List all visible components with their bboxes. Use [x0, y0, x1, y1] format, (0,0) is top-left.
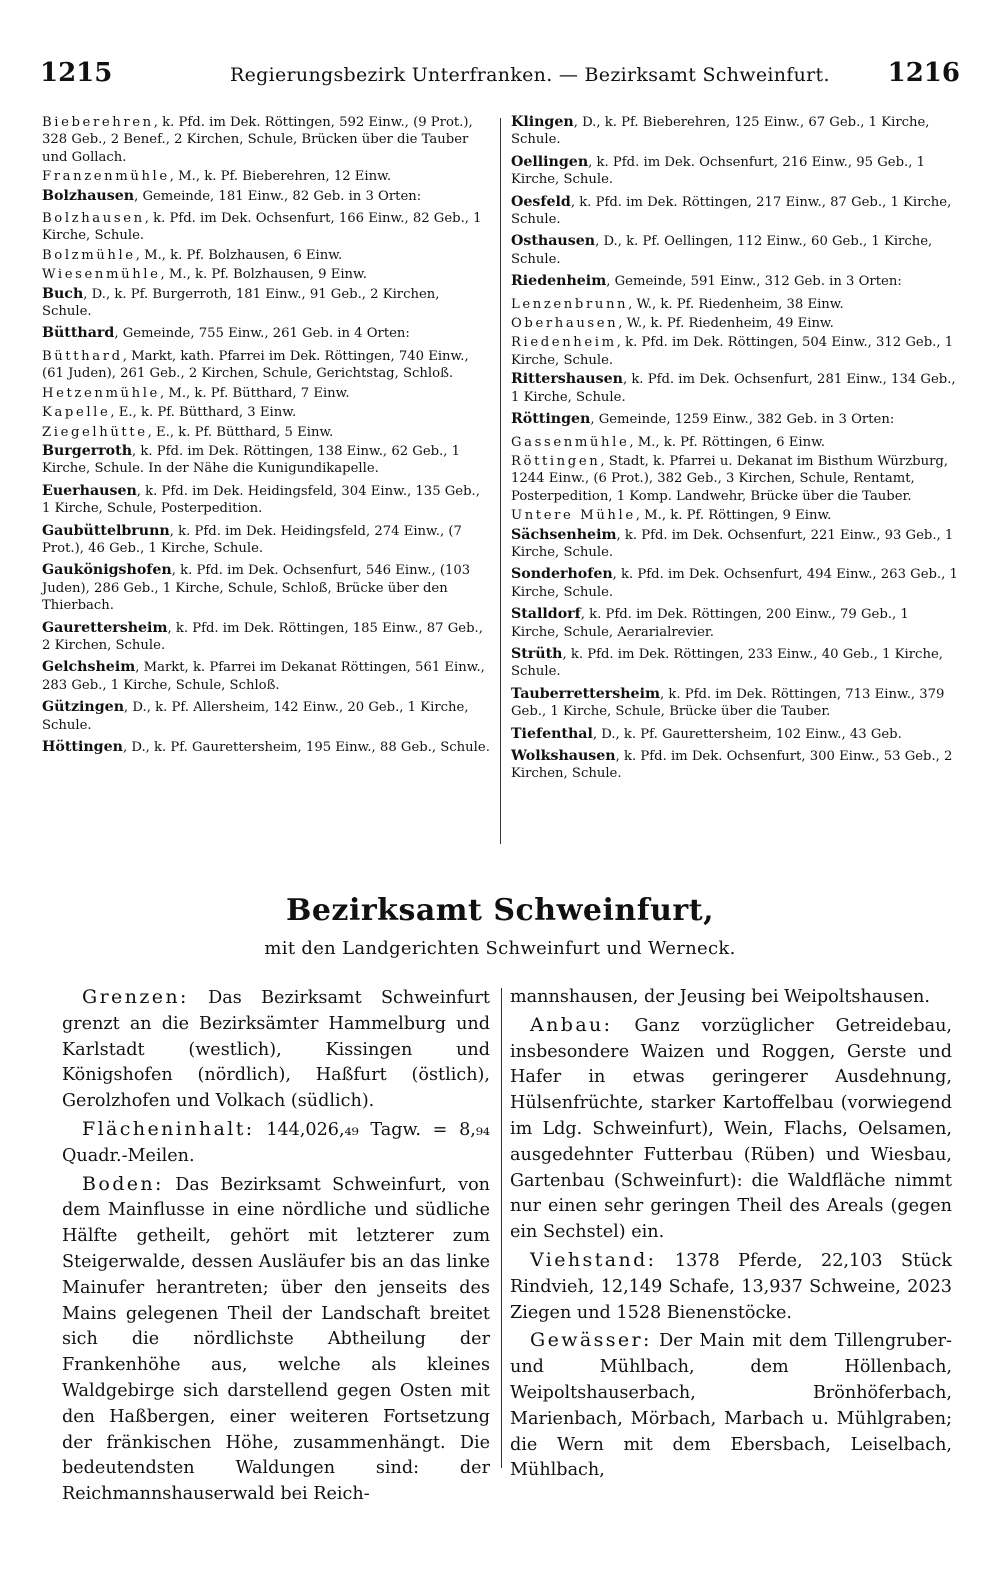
gazetteer-entry — [42, 699, 492, 734]
entry-headword: Riedenheim — [511, 273, 607, 290]
gazetteer-entry — [511, 527, 961, 562]
entry-text: , E., k. Pf. Bütthard, 3 Einw. — [110, 405, 297, 421]
description-paragraph — [510, 1328, 952, 1484]
description-paragraph — [510, 1248, 952, 1326]
gazetteer-entry — [42, 659, 492, 694]
entry-text: , k. Pfd. im Dek. Ochsenfurt, 166 Einw., 82 Geb., 1 Kirche, Schule. — [42, 211, 482, 244]
gazetteer-entry — [511, 507, 961, 524]
description-right-column — [510, 985, 952, 1486]
entry-text: , k. Pfd. im Dek. Röttingen, 138 Einw., 62 Geb., 1 Kirche, Schule. In der Nähe die Kunigundikapelle. — [42, 443, 461, 477]
paragraph-text: Das Bezirksamt Schweinfurt grenzt an die Bezirksämter Hammelburg und Karlstadt (westlich), Kissingen und Königshofen (nördlich), Haßfurt (östlich), Gerolzhofen und Volkach (südlich). — [62, 988, 490, 1112]
entry-headword: Sonderhofen — [511, 566, 613, 583]
entry-text: , D., k. Pf. Gaurettersheim, 195 Einw., 88 Geb., Schule. — [122, 740, 490, 755]
entry-text: , k. Pfd. im Dek. Röttingen, 713 Einw., 379 Geb., 1 Kirche, Schule, Brücke über die Tauber. — [511, 686, 945, 720]
column-divider-bottom — [501, 988, 502, 1468]
gazetteer-entry — [511, 194, 961, 229]
page-header — [40, 58, 960, 94]
entry-text: , W., k. Pf. Riedenheim, 49 Einw. — [618, 316, 834, 332]
paragraph-label: Anbau: — [530, 1013, 613, 1036]
entry-text: , D., k. Pf. Allersheim, 142 Einw., 20 Geb., 1 Kirche, Schule. — [42, 700, 469, 733]
gazetteer-entry — [42, 562, 492, 614]
entry-text: , Markt, k. Pfarrei im Dekanat Röttingen, 561 Einw., 283 Geb., 1 Kirche, Schule, Schloß. — [42, 660, 485, 693]
gazetteer-entry — [42, 114, 492, 166]
gazetteer-entry — [511, 453, 961, 505]
running-title: Regierungsbezirk Unterfranken. — Bezirksamt Schweinfurt. — [230, 64, 830, 86]
entry-text: , M., k. Pf. Bieberehren, 12 Einw. — [169, 169, 392, 185]
entry-text: , k. Pfd. im Dek. Ochsenfurt, 281 Einw., 134 Geb., 1 Kirche, Schule. — [511, 372, 956, 405]
gazetteer-right-column — [511, 114, 961, 788]
entry-headword: Gelchsheim — [42, 659, 136, 676]
entry-headword: Untere Mühle — [511, 508, 636, 524]
gazetteer-entry — [42, 348, 492, 383]
description-paragraph — [62, 1172, 490, 1508]
gazetteer-entry — [42, 739, 492, 756]
entry-text: , Stadt, k. Pfarrei u. Dekanat im Bisthum Würzburg, 1244 Einw., (6 Prot.), 382 Geb., 3 Kirchen, Schule, Rentamt, Posterpedition, 1 Komp. Landwehr, Brücke über die Tauber. — [511, 453, 949, 504]
entry-text: , W., k. Pf. Riedenheim, 38 Einw. — [628, 296, 844, 312]
entry-headword: Burgerroth — [42, 442, 133, 459]
entry-headword: Oberhausen — [511, 316, 619, 332]
entry-headword: Gützingen — [42, 699, 125, 716]
description-paragraph — [510, 1013, 952, 1246]
section-subtitle: mit den Landgerichten Schweinfurt und Werneck. — [264, 938, 736, 959]
paragraph-text: 144,026,₄₉ Tagw. = 8,₉₄ Quadr.-Meilen. — [62, 1119, 490, 1166]
gazetteer-entry — [511, 371, 961, 406]
gazetteer-entry — [42, 210, 492, 245]
entry-text: , Gemeinde, 181 Einw., 82 Geb. in 3 Orten: — [134, 188, 422, 204]
entry-text: , D., k. Pf. Gaurettersheim, 102 Einw., 43 Geb. — [592, 726, 902, 742]
description-columns — [62, 985, 960, 1505]
entry-text: , M., k. Pf. Bütthard, 7 Einw. — [159, 385, 350, 401]
gazetteer-entry — [511, 154, 961, 189]
gazetteer-entry — [42, 266, 492, 283]
entry-headword: Röttingen — [511, 453, 601, 469]
paragraph-label: Grenzen: — [82, 986, 189, 1008]
page-number-right: 1216 — [887, 58, 960, 88]
entry-headword: Bolzhausen — [42, 187, 135, 204]
gazetteer-entry — [42, 168, 492, 185]
entry-text: , k. Pfd. im Dek. Ochsenfurt, 494 Einw., 263 Geb., 1 Kirche, Schule. — [511, 567, 958, 600]
gazetteer-entry — [511, 686, 961, 721]
gazetteer-entry — [511, 748, 961, 783]
entry-text: , k. Pfd. im Dek. Röttingen, 185 Einw., 87 Geb., 2 Kirchen, Schule. — [42, 620, 483, 653]
section-title: Bezirksamt Schweinfurt, — [285, 893, 715, 928]
paragraph-label: Boden: — [82, 1172, 164, 1195]
entry-headword: Oesfeld — [511, 193, 571, 210]
entry-headword: Euerhausen — [42, 482, 137, 499]
entry-text: , k. Pfd. im Dek. Ochsenfurt, 216 Einw., 95 Geb., 1 Kirche, Schule. — [511, 154, 925, 188]
entry-headword: Wolkshausen — [511, 748, 616, 764]
gazetteer-entry — [42, 325, 492, 342]
gazetteer-entry — [42, 483, 492, 518]
entry-headword: Hetzenmühle — [42, 385, 160, 401]
entry-text: , k. Pfd. im Dek. Ochsenfurt, 300 Einw., 53 Geb., 2 Kirchen, Schule. — [511, 749, 953, 782]
entry-headword: Strüth — [511, 645, 563, 662]
entry-text: , D., k. Pf. Bieberehren, 125 Einw., 67 Geb., 1 Kirche, Schule. — [511, 115, 930, 148]
entry-headword: Gaurettersheim — [42, 619, 168, 636]
entry-headword: Osthausen — [511, 233, 596, 250]
column-divider-top — [500, 118, 501, 844]
entry-text: , D., k. Pf. Oellingen, 112 Einw., 60 Geb., 1 Kirche, Schule. — [511, 234, 933, 267]
gazetteer-entry — [511, 411, 961, 428]
entry-headword: Gaukönigshofen — [42, 562, 172, 579]
gazetteer-entry — [511, 273, 961, 290]
gazetteer-columns — [42, 114, 960, 854]
entry-headword: Bolzhausen — [42, 211, 145, 227]
entry-headword: Höttingen — [42, 739, 123, 755]
description-paragraph — [510, 985, 952, 1011]
entry-headword: Ziegelhütte — [42, 424, 148, 440]
gazetteer-entry — [511, 646, 961, 681]
gazetteer-entry — [42, 286, 492, 321]
gazetteer-entry — [511, 233, 961, 268]
entry-text: , D., k. Pf. Burgerroth, 181 Einw., 91 Geb., 2 Kirchen, Schule. — [42, 286, 440, 320]
entry-text: , Markt, kath. Pfarrei im Dek. Röttingen, 740 Einw., (61 Juden), 261 Geb., 2 Kirchen, Schule, Gerichtstag, Schloß. — [42, 348, 469, 382]
paragraph-label: Gewässer: — [530, 1329, 652, 1352]
gazetteer-entry — [511, 315, 961, 332]
entry-headword: Buch — [42, 285, 84, 302]
entry-headword: Wiesenmühle — [42, 267, 161, 283]
entry-text: , M., k. Pf. Röttingen, 6 Einw. — [629, 434, 825, 450]
entry-headword: Lenzenbrunn — [511, 296, 629, 312]
gazetteer-entry — [511, 606, 961, 641]
entry-headword: Bieberehren — [42, 115, 154, 130]
entry-headword: Kapelle — [42, 405, 111, 421]
gazetteer-entry — [511, 114, 961, 149]
gazetteer-entry — [42, 404, 492, 421]
entry-headword: Tauberrettersheim — [511, 685, 660, 702]
entry-text: , M., k. Pf. Bolzhausen, 9 Einw. — [160, 267, 367, 283]
gazetteer-entry — [42, 247, 492, 264]
entry-text: , k. Pfd. im Dek. Heidingsfeld, 304 Einw., 135 Geb., 1 Kirche, Schule, Posterpedition. — [42, 483, 480, 517]
paragraph-text: Ganz vorzüglicher Getreidebau, insbesondere Waizen und Roggen, Gerste und Hafer in etwas geringerer Ausdehnung, Hülsenfrüchte, starker Kartoffelbau (vorwiegend im Ldg. Schweinfurt), Wein, Flachs, Oelsamen, ausgedehnter Futterbau (Rüben) und Wiesbau, Gartenbau (Schweinfurt): die Waldfläche nimmt nur einen sehr geringen Theil des Areals (gegen ein Sechstel) ein. — [510, 1015, 952, 1243]
entry-headword: Gaubüttelbrunn — [42, 522, 170, 539]
entry-text: , M., k. Pf. Röttingen, 9 Einw. — [635, 508, 832, 524]
paragraph-text: mannshausen, der Jeusing bei Weipoltshausen. — [510, 987, 930, 1007]
entry-headword: Sächsenheim — [511, 526, 617, 543]
entry-headword: Röttingen — [511, 411, 591, 428]
entry-text: , k. Pfd. im Dek. Ochsenfurt, 546 Einw., (103 Juden), 286 Geb., 1 Kirche, Schule, Schloß, Brücke über den Thierbach. — [42, 563, 471, 614]
entry-text: , k. Pfd. im Dek. Heidingsfeld, 274 Einw., (7 Prot.), 46 Geb., 1 Kirche, Schule. — [42, 523, 462, 556]
gazetteer-entry — [42, 523, 492, 558]
paragraph-text: Das Bezirksamt Schweinfurt, von dem Mainflusse in eine nördliche und südliche Hälfte getheilt, gehört mit letzterer zum Steigerwalde, dessen Ausläufer bis an das linke Mainufer herantreten; über den jenseits des Mains gelegenen Theil der Landschaft breitet sich die nördlichste Abtheilung der Frankenhöhe aus, welche als kleines Waldgebirge sich darstellend gegen Osten mit den Haßbergen, einer weiteren Fortsetzung der fränkischen Höhe, zusammenhängt. Die bedeutendsten Waldungen sind: der Reichmannshauserwald bei Reich- — [62, 1174, 490, 1505]
gazetteer-entry — [42, 385, 492, 402]
entry-text: , E., k. Pf. Bütthard, 5 Einw. — [147, 424, 334, 440]
entry-headword: Gassenmühle — [511, 434, 630, 450]
paragraph-label: Flächeninhalt: — [82, 1117, 255, 1140]
gazetteer-entry — [511, 566, 961, 601]
gazetteer-entry — [42, 424, 492, 441]
entry-headword: Klingen — [511, 114, 574, 130]
entry-text: , k. Pfd. im Dek. Röttingen, 233 Einw., 40 Geb., 1 Kirche, Schule. — [511, 646, 943, 680]
entry-headword: Riedenheim — [511, 335, 617, 351]
entry-text: , k. Pfd. im Dek. Röttingen, 592 Einw., (9 Prot.), 328 Geb., 2 Benef., 2 Kirchen, Schule, Brücken über die Tauber und Gollach. — [42, 115, 473, 165]
paragraph-text: Der Main mit dem Tillengruber- und Mühlbach, dem Höllenbach, Weipoltshauserbach, Brönhöferbach, Marienbach, Mörbach, Marbach u. Mühlgraben; die Wern mit dem Ebersbach, Leiselbach, Mühlbach, — [510, 1331, 952, 1481]
entry-headword: Tiefenthal — [511, 725, 593, 742]
entry-text: , k. Pfd. im Dek. Röttingen, 504 Einw., 312 Geb., 1 Kirche, Schule. — [511, 335, 954, 368]
entry-headword: Franzenmühle — [42, 169, 170, 185]
entry-headword: Bütthard — [42, 348, 123, 364]
entry-text: , Gemeinde, 591 Einw., 312 Geb. in 3 Orten: — [606, 274, 902, 290]
gazetteer-entry — [42, 443, 492, 478]
gazetteer-entry — [511, 726, 961, 743]
description-paragraph — [62, 1117, 490, 1170]
entry-headword: Oellingen — [511, 153, 589, 170]
entry-headword: Bütthard — [42, 325, 115, 342]
entry-text: , k. Pfd. im Dek. Ochsenfurt, 221 Einw., 93 Geb., 1 Kirche, Schule. — [511, 527, 954, 560]
description-paragraph — [62, 985, 490, 1115]
page-number-left: 1215 — [40, 58, 113, 88]
description-left-column — [62, 985, 490, 1510]
paragraph-text: 1378 Pferde, 22,103 Stück Rindvieh, 12,149 Schafe, 13,937 Schweine, 2023 Ziegen und 1528 Bienenstöcke. — [510, 1250, 952, 1323]
gazetteer-entry — [42, 620, 492, 655]
gazetteer-entry — [511, 334, 961, 369]
gazetteer-entry — [42, 188, 492, 205]
entry-headword: Stalldorf — [511, 606, 581, 623]
entry-text: , Gemeinde, 755 Einw., 261 Geb. in 4 Orten: — [114, 326, 410, 342]
gazetteer-left-column — [42, 114, 492, 761]
paragraph-label: Viehstand: — [530, 1248, 657, 1271]
gazetteer-entry — [511, 434, 961, 451]
gazetteer-entry — [511, 296, 961, 313]
entry-headword: Bolzmühle — [42, 247, 136, 263]
entry-text: , Gemeinde, 1259 Einw., 382 Geb. in 3 Orten: — [590, 412, 895, 428]
entry-text: , k. Pfd. im Dek. Röttingen, 200 Einw., 79 Geb., 1 Kirche, Schule, Aerarialrevier. — [511, 607, 909, 640]
entry-text: , k. Pfd. im Dek. Röttingen, 217 Einw., 87 Geb., 1 Kirche, Schule. — [511, 194, 952, 228]
entry-headword: Rittershausen — [511, 371, 623, 388]
entry-text: , M., k. Pf. Bolzhausen, 6 Einw. — [135, 247, 343, 263]
